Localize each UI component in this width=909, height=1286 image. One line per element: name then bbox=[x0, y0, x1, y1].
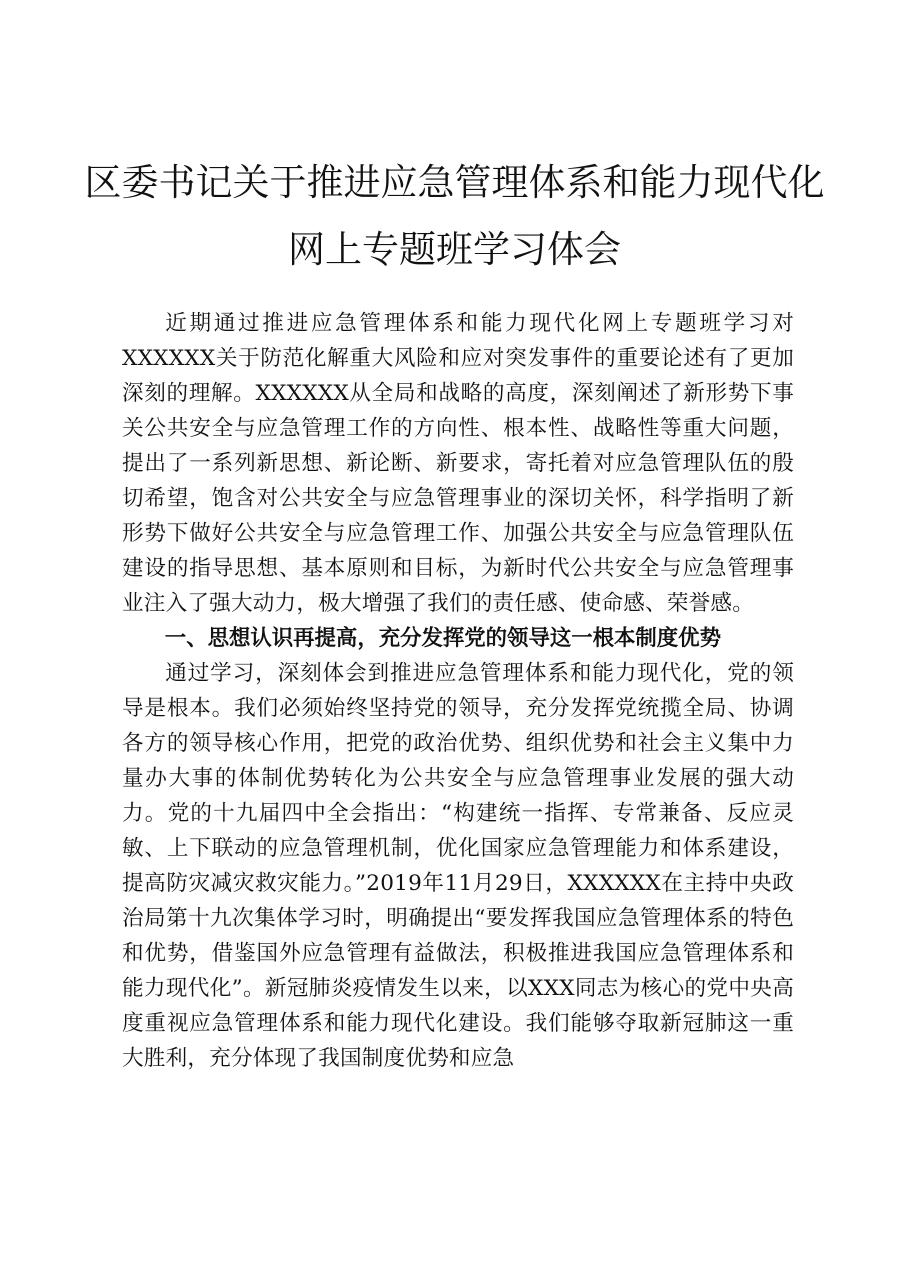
paragraph-section-1: 通过学习，深刻体会到推进应急管理体系和能力现代化，党的领导是根本。我们必须始终坚持党的领导，充分发挥党统揽全局、协调各方的领导核心作用，把党的政治优势、组织优势和社会主义集中力量办大事的体制优势转化为公共安全与应急管理事业发展的强大动力。党的十九届四中全会指出：“构建统一指挥、专常兼备、反应灵敏、上下联动的应急管理机制，优化国家应急管理能力和体系建设，提高防灾减灾救灾能力。”2019年11月29日，XXXXXX在主持中央政治局第十九次集体学习时，明确提出“要发挥我国应急管理体系的特色和优势，借鉴国外应急管理有益做法，积极推进我国应急管理体系和能力现代化”。新冠肺炎疫情发生以来，以XXX同志为核心的党中央高度重视应急管理体系和能力现代化建设。我们能够夺取新冠肺这一重大胜利，充分体现了我国制度优势和应急 bbox=[122, 661, 794, 1071]
section-heading-1: 一、思想认识再提高，充分发挥党的领导这一根本制度优势 bbox=[164, 626, 721, 651]
paragraph-intro: 近期通过推进应急管理体系和能力现代化网上专题班学习对XXXXXX关于防范化解重大风险和应对突发事件的重要论述有了更加深刻的理解。XXXXXX从全局和战略的高度，深刻阐述了新形势下事关公共安全与应急管理工作的方向性、根本性、战略性等重大问题，提出了一系列新思想、新论断、新要求，寄托着对应急管理队伍的殷切希望，饱含对公共安全与应急管理事业的深切关怀，科学指明了新形势下做好公共安全与应急管理工作、加强公共安全与应急管理队伍建设的指导思想、基本原则和目标，为新时代公共安全与应急管理事业注入了强大动力，极大增强了我们的责任感、使命感、荣誉感。 bbox=[122, 311, 794, 616]
document-title-line-2: 网上专题班学习体会 bbox=[288, 228, 621, 271]
document-body bbox=[122, 306, 794, 1076]
document-title-line-1: 区委书记关于推进应急管理体系和能力现代化 bbox=[84, 161, 825, 204]
